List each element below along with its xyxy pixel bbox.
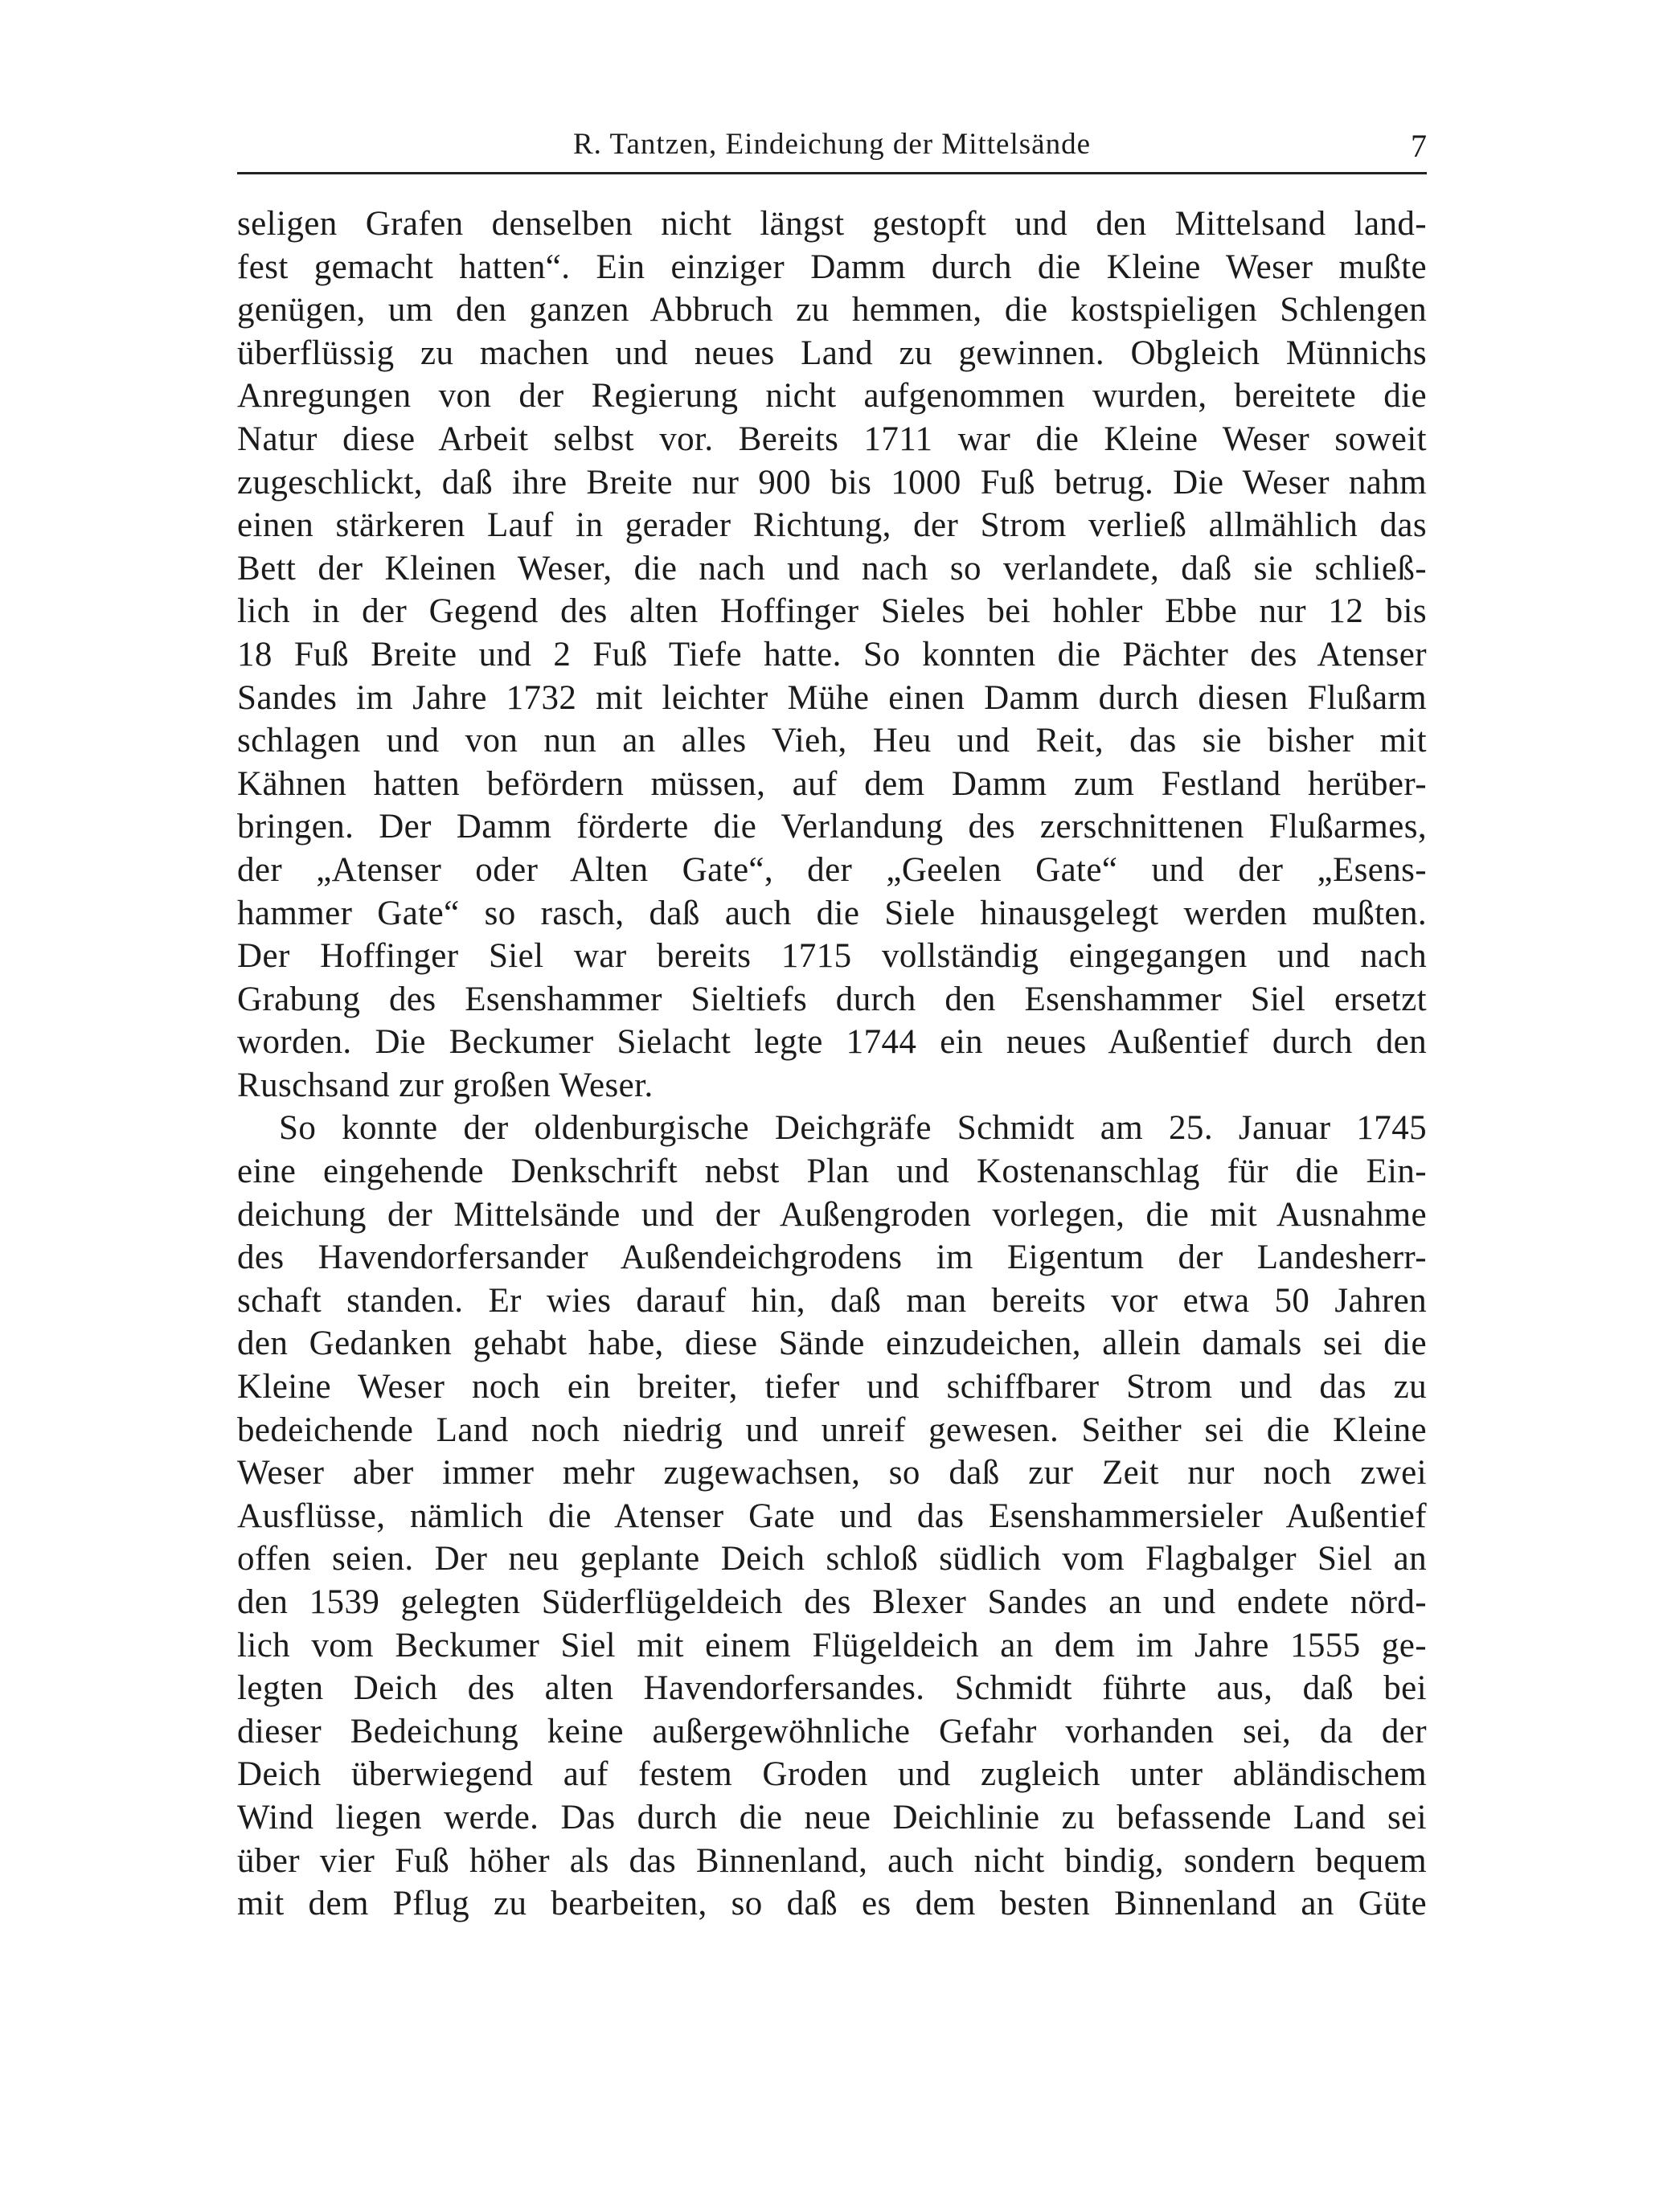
running-head xyxy=(237,121,1427,169)
text-line: hammer Gate“ so rasch, daß auch die Siele hinausgelegt werden mußten. xyxy=(237,894,1427,932)
text-line: deichung der Mittelsände und der Außengroden vorlegen, die mit Ausnahme xyxy=(237,1195,1427,1234)
text-line: überflüssig zu machen und neues Land zu gewinnen. Obgleich Münnichs xyxy=(237,334,1427,372)
text-line: mit dem Pflug zu bearbeiten, so daß es dem besten Binnenland an Güte xyxy=(237,1885,1427,1923)
header-rule xyxy=(237,172,1427,174)
text-line: lich in der Gegend des alten Hoffinger Sieles bei hohler Ebbe nur 12 bis xyxy=(237,592,1427,631)
text-line: Ruschsand zur großen Weser. xyxy=(237,1066,654,1104)
text-line: Kähnen hatten befördern müssen, auf dem Damm zum Festland herüber- xyxy=(237,764,1427,803)
text-line: Der Hoffinger Siel war bereits 1715 vollständig eingegangen und nach xyxy=(237,937,1427,976)
page-number: 7 xyxy=(1411,128,1427,164)
text-line: den 1539 gelegten Süderflügeldeich des Blexer Sandes an und endete nörd- xyxy=(237,1583,1427,1621)
text-line: Kleine Weser noch ein breiter, tiefer und schiffbarer Strom und das zu xyxy=(237,1368,1427,1406)
running-title: R. Tantzen, Eindeichung der Mittelsände xyxy=(572,128,1091,161)
text-line: Natur diese Arbeit selbst vor. Bereits 1711 war die Kleine Weser soweit xyxy=(237,420,1427,458)
text-line: worden. Die Beckumer Sielacht legte 1744 ein neues Außentief durch den xyxy=(237,1023,1427,1062)
text-line: dieser Bedeichung keine außergewöhnliche Gefahr vorhanden sei, da der xyxy=(237,1712,1427,1750)
text-line: schaft standen. Er wies darauf hin, daß man bereits vor etwa 50 Jahren xyxy=(237,1281,1427,1320)
text-line: Wind liegen werde. Das durch die neue Deichlinie zu befassende Land sei xyxy=(237,1798,1427,1836)
text-line: genügen, um den ganzen Abbruch zu hemmen, die kostspieligen Schlengen xyxy=(237,291,1427,330)
text-line: Sandes im Jahre 1732 mit leichter Mühe einen Damm durch diesen Flußarm xyxy=(237,678,1427,717)
text-line: legten Deich des alten Havendorfersandes. Schmidt führte aus, daß bei xyxy=(237,1669,1427,1708)
text-line: bedeichende Land noch niedrig und unreif gewesen. Seither sei die Kleine xyxy=(237,1411,1427,1449)
text-line: über vier Fuß höher als das Binnenland, auch nicht bindig, sondern bequem xyxy=(237,1841,1427,1880)
text-line: Ausflüsse, nämlich die Atenser Gate und das Esenshammersieler Außentief xyxy=(237,1497,1427,1535)
text-line: bringen. Der Damm förderte die Verlandung des zerschnittenen Flußarmes, xyxy=(237,808,1427,846)
text-line: den Gedanken gehabt habe, diese Sände einzudeichen, allein damals sei die xyxy=(237,1325,1427,1363)
text-line: Bett der Kleinen Weser, die nach und nach so verlandete, daß sie schließ- xyxy=(237,549,1427,588)
paragraph-1 xyxy=(237,203,1427,1107)
text-line: Weser aber immer mehr zugewachsen, so daß zur Zeit nur noch zwei xyxy=(237,1454,1427,1492)
text-line: schlagen und von nun an alles Vieh, Heu und Reit, das sie bisher mit xyxy=(237,722,1427,760)
text-line: des Havendorfersander Außendeichgrodens im Eigentum der Landesherr- xyxy=(237,1239,1427,1277)
text-line: einen stärkeren Lauf in gerader Richtung, der Strom verließ allmählich das xyxy=(237,506,1427,545)
text-line: fest gemacht hatten“. Ein einziger Damm durch die Kleine Weser mußte xyxy=(237,248,1427,286)
text-line: Anregungen von der Regierung nicht aufgenommen wurden, bereitete die xyxy=(237,377,1427,416)
text-line: So konnte der oldenburgische Deichgräfe Schmidt am 25. Januar 1745 xyxy=(279,1109,1427,1148)
text-line: Grabung des Esenshammer Sieltiefs durch den Esenshammer Siel ersetzt xyxy=(237,980,1427,1018)
text-line: Deich überwiegend auf festem Groden und zugleich unter abländischem xyxy=(237,1755,1427,1794)
body-text xyxy=(237,203,1427,1926)
text-line: eine eingehende Denkschrift nebst Plan und Kostenanschlag für die Ein- xyxy=(237,1153,1427,1191)
text-line: seligen Grafen denselben nicht längst gestopft und den Mittelsand land- xyxy=(237,205,1427,243)
text-line: zugeschlickt, daß ihre Breite nur 900 bis 1000 Fuß betrug. Die Weser nahm xyxy=(237,463,1427,502)
text-line: lich vom Beckumer Siel mit einem Flügeldeich an dem im Jahre 1555 ge- xyxy=(237,1626,1427,1664)
text-line: offen seien. Der neu geplante Deich schloß südlich vom Flagbalger Siel an xyxy=(237,1540,1427,1578)
text-line: 18 Fuß Breite und 2 Fuß Tiefe hatte. So konnten die Pächter des Atenser xyxy=(237,635,1427,674)
paragraph-2 xyxy=(237,1107,1427,1925)
text-line: der „Atenser oder Alten Gate“, der „Geelen Gate“ und der „Esens- xyxy=(237,850,1427,889)
